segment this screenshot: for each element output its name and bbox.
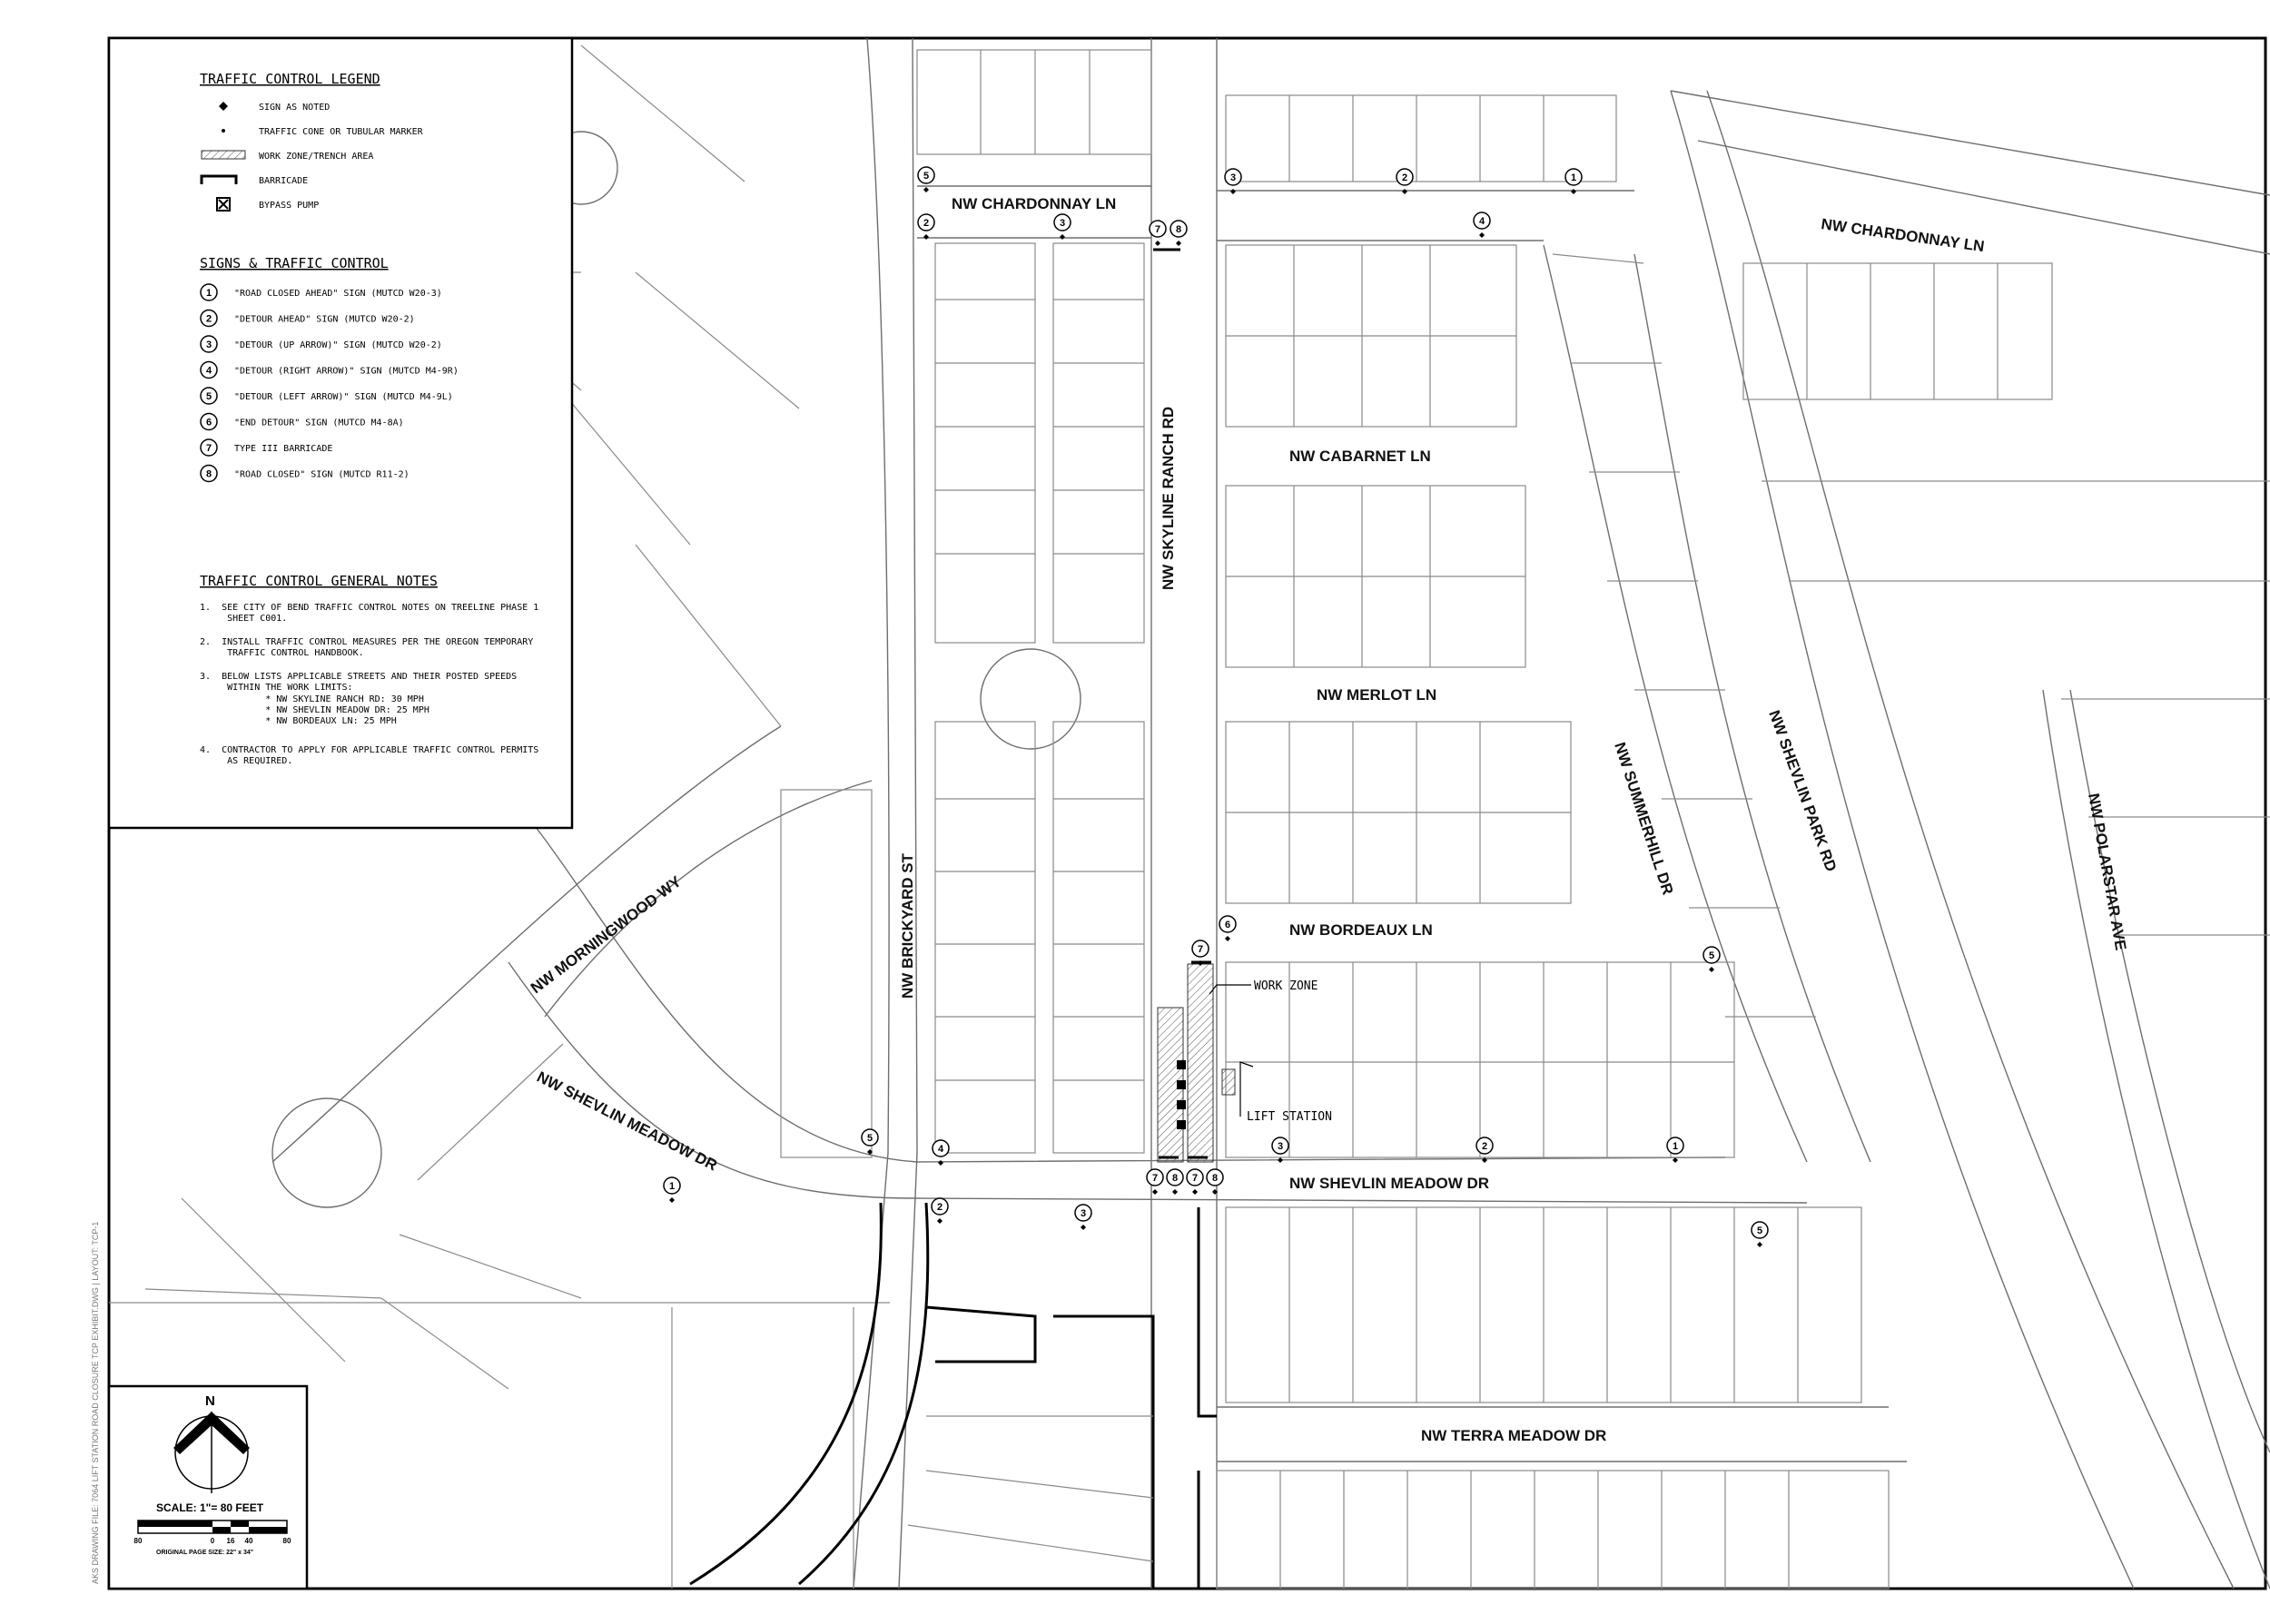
page-size-text: ORIGINAL PAGE SIZE: 22" x 34"	[156, 1550, 254, 1556]
street-label-shevlin-meadow-w: NW SHEVLIN MEADOW DR	[534, 1068, 720, 1175]
scale-tick-label: 80	[282, 1537, 291, 1545]
street-label-shevlin-meadow-e: NW SHEVLIN MEADOW DR	[1289, 1175, 1490, 1192]
sign-callout	[1167, 1169, 1183, 1195]
note-line: 1. SEE CITY OF BEND TRAFFIC CONTROL NOTES ON TREELINE PHASE 1	[200, 603, 539, 613]
svg-text:2: 2	[1401, 172, 1408, 183]
sign-diamond-icon	[1757, 1242, 1762, 1247]
note-line: 3. BELOW LISTS APPLICABLE STREETS AND THEIR POSTED SPEEDS	[200, 672, 518, 682]
sign-item-label: TYPE III BARRICADE	[234, 444, 333, 454]
svg-text:3: 3	[1229, 172, 1237, 183]
street-label-chardonnay-e: NW CHARDONNAY LN	[1820, 215, 1986, 256]
north-arrow-block	[109, 1386, 307, 1589]
sign-callout	[1147, 1169, 1163, 1195]
svg-text:5: 5	[1756, 1225, 1763, 1236]
note-line: * NW SKYLINE RANCH RD: 30 MPH	[200, 694, 424, 704]
legend-title: TRAFFIC CONTROL LEGEND	[200, 71, 380, 87]
sign-item-label: "DETOUR (RIGHT ARROW)" SIGN (MUTCD M4-9R)	[234, 366, 459, 377]
sign-callout	[1207, 1169, 1223, 1195]
sign-number: 8	[205, 468, 212, 480]
sign-diamond-icon	[1192, 1189, 1198, 1195]
sign-callout	[1054, 214, 1071, 240]
sign-callout	[1474, 212, 1490, 238]
svg-text:5: 5	[866, 1133, 873, 1144]
note-line: WITHIN THE WORK LIMITS:	[200, 683, 353, 693]
svg-text:1: 1	[1672, 1141, 1679, 1152]
sign-diamond-icon	[1225, 936, 1230, 941]
scale-tick-label: 80	[133, 1537, 143, 1545]
svg-text:4: 4	[1478, 216, 1485, 227]
sign-number: 3	[205, 340, 212, 350]
sign-callout	[1752, 1222, 1768, 1247]
svg-text:2: 2	[1481, 1141, 1488, 1152]
scale-text: SCALE: 1"= 80 FEET	[156, 1501, 264, 1514]
drawing-file-note: AKS DRAWING FILE: 7064 LIFT STATION ROAD CLOSURE TCP EXHIBIT.DWG | LAYOUT: TCP-1	[91, 1221, 100, 1584]
sign-callout	[1667, 1137, 1683, 1163]
svg-text:3: 3	[1059, 218, 1066, 229]
sign-diamond-icon	[1060, 234, 1065, 240]
svg-text:8: 8	[1175, 224, 1182, 235]
sign-diamond-icon	[1709, 967, 1714, 972]
bypass-pump-icon	[1177, 1120, 1186, 1129]
sign-item-label: "DETOUR (UP ARROW)" SIGN (MUTCD W20-2)	[234, 340, 442, 350]
bypass-pump-icon	[1177, 1100, 1186, 1109]
sign-item-label: "DETOUR AHEAD" SIGN (MUTCD W20-2)	[234, 314, 415, 325]
sign-item-label: "ROAD CLOSED AHEAD" SIGN (MUTCD W20-3)	[234, 289, 442, 299]
sign-callout	[1075, 1205, 1091, 1230]
sign-diamond-icon	[937, 1218, 943, 1224]
street-label-cabarnet: NW CABARNET LN	[1289, 448, 1431, 465]
sign-callout	[1219, 916, 1236, 941]
street-label-terra-meadow: NW TERRA MEADOW DR	[1421, 1427, 1607, 1444]
legend-item-label: TRAFFIC CONE OR TUBULAR MARKER	[259, 127, 423, 137]
sign-diamond-icon	[1155, 241, 1160, 246]
sign-diamond-icon	[1230, 189, 1236, 194]
sign-diamond-icon	[923, 234, 929, 240]
sign-diamond-icon	[669, 1197, 675, 1203]
legend-item-label: BYPASS PUMP	[259, 201, 320, 211]
svg-text:2: 2	[936, 1202, 943, 1213]
sign-item-label: "DETOUR (LEFT ARROW)" SIGN (MUTCD M4-9L)	[234, 392, 453, 402]
svg-text:1: 1	[1570, 172, 1577, 183]
svg-text:3: 3	[1080, 1208, 1087, 1219]
north-letter: N	[205, 1393, 215, 1409]
legend-item-label: BARRICADE	[259, 176, 309, 186]
svg-text:4: 4	[937, 1144, 944, 1155]
svg-text:3: 3	[1277, 1141, 1284, 1152]
svg-text:2: 2	[923, 218, 930, 229]
bypass-pump-icon	[217, 198, 230, 211]
sign-diamond-icon	[1176, 241, 1181, 246]
note-line: AS REQUIRED.	[200, 756, 293, 766]
sign-diamond-icon	[1479, 232, 1485, 238]
legend-panel	[109, 38, 572, 828]
sign-diamond-icon	[1172, 1189, 1178, 1195]
sign-number: 5	[205, 391, 212, 402]
sign-callout	[918, 214, 934, 240]
sign-item-label: "END DETOUR" SIGN (MUTCD M4-8A)	[234, 418, 404, 428]
cone-dot-icon	[222, 129, 225, 133]
sign-number: 2	[205, 313, 212, 325]
svg-text:7: 7	[1197, 944, 1204, 955]
sign-callout	[1170, 221, 1187, 246]
legend-item-label: SIGN AS NOTED	[259, 103, 331, 113]
svg-text:1: 1	[668, 1181, 676, 1192]
scale-tick-label: 16	[226, 1537, 235, 1545]
sign-callout	[1272, 1137, 1288, 1163]
svg-text:5: 5	[1708, 950, 1715, 961]
svg-text:8: 8	[1211, 1173, 1219, 1184]
note-line: * NW SHEVLIN MEADOW DR: 25 MPH	[200, 705, 429, 715]
sign-number: 6	[205, 417, 212, 428]
lift-station-hatch	[1222, 1069, 1235, 1095]
note-line: 2. INSTALL TRAFFIC CONTROL MEASURES PER THE OREGON TEMPORARY	[200, 637, 534, 647]
sign-number: 1	[205, 288, 212, 299]
legend-item-label: WORK ZONE/TRENCH AREA	[259, 152, 374, 162]
svg-text:8: 8	[1171, 1173, 1179, 1184]
street-label-merlot: NW MERLOT LN	[1317, 686, 1437, 704]
scale-tick-label: 40	[244, 1537, 253, 1545]
note-line: SHEET C001.	[200, 614, 288, 624]
sign-callout	[664, 1177, 680, 1203]
sign-diamond-icon	[1402, 189, 1407, 194]
sign-diamond-icon	[938, 1160, 943, 1166]
sign-callout	[932, 1198, 948, 1224]
note-line: * NW BORDEAUX LN: 25 MPH	[200, 716, 397, 726]
sign-callout	[1703, 947, 1720, 972]
notes-title: TRAFFIC CONTROL GENERAL NOTES	[200, 573, 438, 589]
work-zone-leader	[1209, 985, 1251, 994]
svg-text:7: 7	[1191, 1173, 1199, 1184]
sign-diamond-icon	[1571, 189, 1576, 194]
sign-callout	[918, 167, 934, 192]
svg-text:6: 6	[1224, 920, 1231, 930]
street-label-polarstar: NW POLARSTAR AVE	[2085, 792, 2130, 952]
svg-text:7: 7	[1154, 224, 1161, 235]
bypass-pump-icon	[1177, 1060, 1186, 1069]
scale-bar	[138, 1521, 287, 1533]
svg-text:7: 7	[1151, 1173, 1159, 1184]
sign-diamond-icon	[1081, 1225, 1086, 1230]
svg-text:5: 5	[923, 171, 930, 182]
street-label-skyline-ranch: NW SKYLINE RANCH RD	[1160, 406, 1177, 590]
street-label-shevlin-park: NW SHEVLIN PARK RD	[1765, 707, 1841, 874]
street-label-brickyard: NW BRICKYARD ST	[899, 853, 916, 999]
sign-diamond-icon	[1152, 1189, 1158, 1195]
lift-station-leader	[1240, 1062, 1253, 1117]
sign-item-label: "ROAD CLOSED" SIGN (MUTCD R11-2)	[234, 469, 410, 480]
sign-callout	[1187, 1169, 1203, 1195]
note-line: 4. CONTRACTOR TO APPLY FOR APPLICABLE TRAFFIC CONTROL PERMITS	[200, 745, 539, 755]
street-label-morningwood: NW MORNINGWOOD WY	[527, 872, 685, 998]
hatch-icon	[202, 151, 245, 159]
sign-number: 7	[205, 443, 212, 454]
work-zone-area	[1153, 250, 1253, 1162]
work-zone-label: WORK ZONE	[1254, 979, 1318, 993]
street-label-chardonnay-w: NW CHARDONNAY LN	[952, 195, 1117, 212]
note-line: TRAFFIC CONTROL HANDBOOK.	[200, 648, 364, 658]
sign-diamond-icon	[1278, 1157, 1283, 1163]
signs-title: SIGNS & TRAFFIC CONTROL	[200, 255, 389, 271]
sign-diamond-icon	[923, 187, 929, 192]
sign-callouts	[664, 167, 1768, 1247]
bypass-pump-icon	[1177, 1080, 1186, 1089]
street-label-bordeaux: NW BORDEAUX LN	[1289, 921, 1433, 939]
sign-number: 4	[205, 365, 212, 377]
street-label-summerhill: NW SUMMERHILL DR	[1611, 740, 1677, 897]
scale-tick-label: 0	[210, 1537, 215, 1545]
sign-callout	[862, 1129, 878, 1155]
lift-station-label: LIFT STATION	[1247, 1110, 1332, 1124]
